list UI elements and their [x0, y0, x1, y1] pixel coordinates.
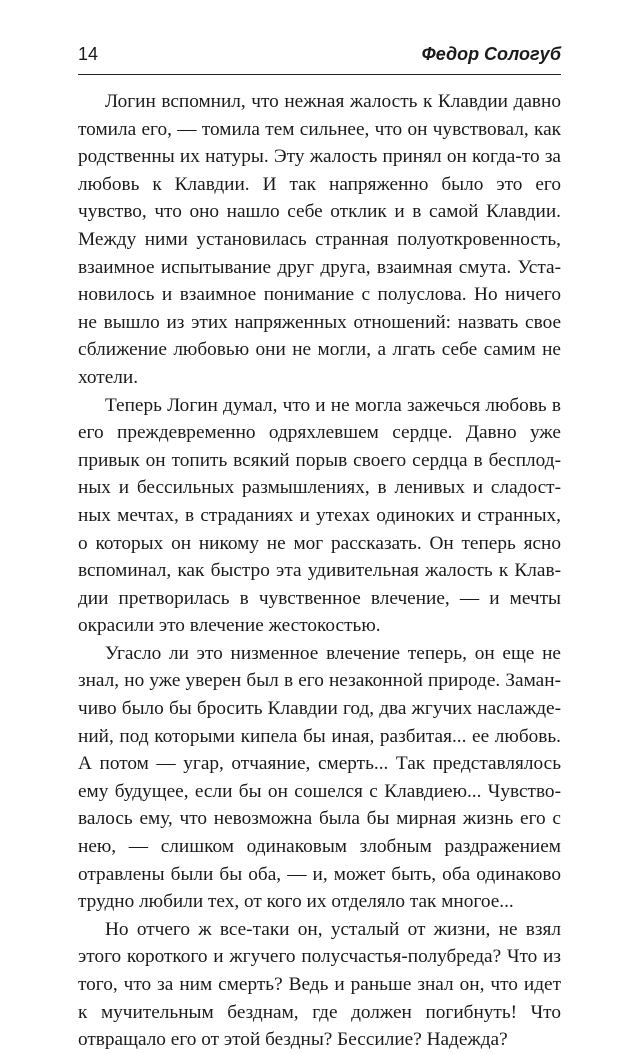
- paragraph: Угасло ли это низменное влечение теперь, он еще не знал, но уже уверен был в его незаконной природе. Заманчиво было бы бросить Клавдии год, два жгучих наслаждений, под которыми кипела бы иная, разбитая... ее любовь. А потом — угар, отчаяние, смерть... Так представлялось ему будущее, если бы он сошелся с Клавдиею... Чувствовалось ему, что невозможна была бы мирная жизнь его с нею, — слишком одинаковым злобным раздражением отравлены были бы оба, — и, может быть, оба одинаково трудно любили тех, от кого их отделяло так многое...: [78, 642, 561, 913]
- body-text: [78, 88, 561, 1054]
- running-head: [78, 44, 561, 75]
- running-head-author: Федор Сологуб: [421, 44, 561, 64]
- paragraph: Но отчего ж все-таки он, усталый от жизни, не взял этого короткого и жгучего полусчастья-полубреда? Что из того, что за ним смерть? Ведь и раньше знал он, что идет к мучительным безднам, где должен погибнуть! Что отвращало его от этой бездны? Бессилие? Надежда?: [78, 918, 561, 1051]
- paragraph: Логин вспомнил, что нежная жалость к Клавдии давно томила его, — томила тем сильнее, что он чувствовал, как родственны их натуры. Эту жалость принял он когда-то за любовь к Клавдии. И так напряженно было это его чувство, что оно нашло себе отклик и в самой Клавдии. Между ними установилась странная полуоткровенность, взаимное испытывание друг друга, взаимная смута. Установилось и взаимное понимание с полуслова. Но ничего не вышло из этих напряженных отношений: назвать свое сближение любовью они не могли, а лгать себе самим не хотели.: [78, 91, 561, 388]
- paragraph: Теперь Логин думал, что и не могла зажечься любовь в его преждевременно одряхлевшем сердце. Давно уже привык он топить всякий порыв своего сердца в бесплодных и бессильных размышлениях, в ленивых и сладостных мечтах, в страданиях и утехах одиноких и странных, о которых он никому не мог рассказать. Он теперь ясно вспоминал, как быстро эта удивительная жалость к Клавдии претворилась в чувственное влечение, — и мечты окрасили это влечение жестокостью.: [78, 394, 561, 637]
- page-number: 14: [78, 44, 99, 64]
